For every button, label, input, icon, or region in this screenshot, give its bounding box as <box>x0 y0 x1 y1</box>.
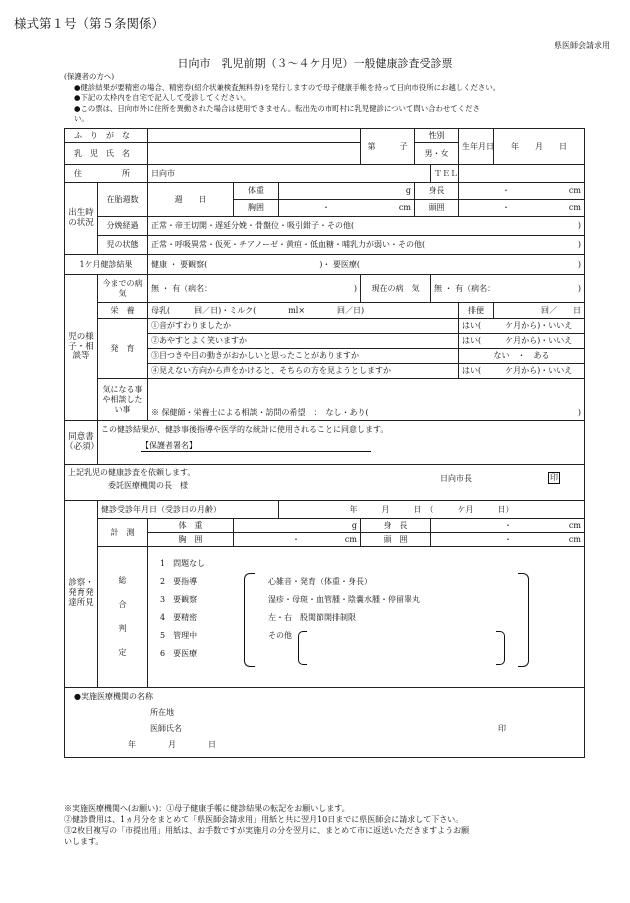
birth-order-field[interactable]: 第 子 <box>361 129 415 165</box>
exam-section-label: 診察・発育発達所見 <box>65 501 98 688</box>
address-field[interactable]: 日向市 <box>148 165 431 183</box>
judgment-option[interactable]: 6 要医療 <box>160 649 198 658</box>
footer-line: ※実施医療機関へ(お願い)：①母子健康手帳に健診結果の転記をお願いします。 <box>64 804 350 813</box>
dob-label: 生年月日 <box>459 129 494 165</box>
current-illness-field[interactable]: 無 ・ 有（病名： ) <box>431 275 585 303</box>
facility-date[interactable]: 年 月 日 <box>128 740 216 749</box>
consultation-request[interactable]: ※ 保健師・栄養士による相談・訪問の希望 ： なし・あり( ) <box>148 407 585 421</box>
other-bracket-left <box>298 631 307 665</box>
findings-bracket-left <box>244 573 255 667</box>
note-item: ●この票は、日向市外に住所を異動された場合は使用できません。転出先の市町村に乳児健診について問い合わせてくださ <box>74 103 480 113</box>
child-section-label: 児の様子・相談等 <box>65 275 98 421</box>
judgment-option[interactable]: 4 要精密 <box>160 613 198 622</box>
month1-options[interactable]: 健康 ・ 要観察( )・ 要医療( ) <box>148 255 585 275</box>
birth-head-field[interactable]: ・ cm <box>459 200 585 217</box>
measure-height-label: 身 長 <box>361 519 431 533</box>
finding-item[interactable]: 左・右 股関節開排制限 <box>268 613 356 622</box>
birth-chest-label: 胸囲 <box>234 200 279 217</box>
dob-field[interactable]: 年 月 日 <box>494 129 585 165</box>
dev-question: ①音がすわりましたか <box>148 319 459 334</box>
birth-chest-field[interactable]: ・ cm <box>279 200 415 217</box>
measure-chest-label: 胸 囲 <box>148 533 234 547</box>
consent-text: この健診結果が、健診事後指導や医学的な統計に使用されることに同意します。 <box>101 425 389 434</box>
dev-answer[interactable]: はい( ケ月から)・いいえ <box>459 334 585 349</box>
birth-weight-label: 体重 <box>234 183 279 200</box>
judgment-label: 総 合 判 定 <box>98 547 148 688</box>
consent-field <box>98 421 585 465</box>
sex-label: 性別 <box>415 129 459 143</box>
doctor-seal: 印 <box>498 724 506 733</box>
notes-heading: (保護者の方へ) <box>64 72 115 81</box>
birth-height-label: 身長 <box>415 183 459 200</box>
finding-item[interactable]: その他 <box>268 631 292 640</box>
finding-item[interactable]: 湿疹・母斑・血管腫・陰嚢水腫・停留睾丸 <box>268 595 420 604</box>
judgment-field <box>148 547 585 688</box>
consent-section-label: 同意書（必須） <box>65 421 98 465</box>
finding-item[interactable]: 心雑音・発育（体重・身長） <box>268 577 372 586</box>
delivery-options[interactable]: 正常・帝王切開・遅延分娩・骨盤位・吸引鉗子・その他( ) <box>148 217 585 236</box>
note-item: ●下記の太枠内を自宅で記入して受診してください。 <box>74 93 251 102</box>
findings-bracket-right <box>518 573 529 667</box>
judgment-option[interactable]: 1 問題なし <box>160 559 206 568</box>
doctor-name: 医師氏名 <box>150 724 182 733</box>
development-label: 発 育 <box>98 319 148 379</box>
nutrition-field[interactable]: 母乳( 回／日)・ミルク( ml× 回／日) <box>148 303 459 319</box>
copy-label: 県医師会請求用 <box>554 41 610 50</box>
measure-head-label: 頭 囲 <box>361 533 431 547</box>
delivery-label: 分娩経過 <box>98 217 148 236</box>
concern-field[interactable] <box>148 379 585 407</box>
exam-form-table <box>64 128 585 758</box>
infant-name-field[interactable] <box>148 143 361 165</box>
furigana-field[interactable] <box>148 129 361 143</box>
dev-answer[interactable]: はい( ケ月から)・いいえ <box>459 364 585 379</box>
form-title: 日向市 乳児前期（３～４ケ月児）一般健康診査受診票 <box>177 57 453 70</box>
past-illness-field[interactable]: 無 ・ 有（病名： ) <box>148 275 361 303</box>
tel-label: ＴＥＬ <box>431 165 459 183</box>
stool-label: 排便 <box>459 303 494 319</box>
nutrition-label: 栄 養 <box>98 303 148 319</box>
past-illness-label: 今までの病 気 <box>98 275 148 303</box>
current-illness-label: 現在の病 気 <box>361 275 431 303</box>
note-item: い。 <box>74 114 89 123</box>
dev-question: ③目つきや目の動きがおかしいと思ったことがありますか <box>148 349 459 364</box>
request-block <box>65 465 585 501</box>
measure-head-field[interactable]: ・ cm <box>431 533 585 547</box>
footer-line: いします。 <box>64 837 104 846</box>
measure-label: 計 測 <box>98 519 148 547</box>
findings-list <box>268 573 420 645</box>
stool-field[interactable]: 回／ 日 <box>494 303 585 319</box>
judgment-options <box>160 555 205 663</box>
address-label: 住 所 <box>65 165 148 183</box>
birth-head-label: 頭囲 <box>415 200 459 217</box>
birth-height-field[interactable]: ・ cm <box>459 183 585 200</box>
dev-question: ④見えない方向から声をかけると、そちらの方を見ようとしますか <box>148 364 459 379</box>
birth-section-label: 出生時の状況 <box>65 183 98 255</box>
gestation-field[interactable]: 週 日 <box>148 183 234 217</box>
institution-head: 委託医療機関の長 様 <box>108 481 188 490</box>
request-text: 上記乳児の健康診査を依頼します。 <box>68 468 196 477</box>
form-number: 様式第１号（第５条関係） <box>14 16 165 31</box>
furigana-label: ふりがな <box>65 129 148 143</box>
tel-field[interactable] <box>459 165 585 183</box>
dev-answer[interactable]: はい( ケ月から)・いいえ <box>459 319 585 334</box>
birth-weight-field[interactable]: g <box>279 183 415 200</box>
footer-line: ③2枚目複写の「市提出用」用紙は、お手数ですが実施月の分を翌月に、まとめて市に返送いただきますようお願 <box>64 826 470 835</box>
month1-label: 1ケ月健診結果 <box>65 255 148 275</box>
note-item: ●健診結果が要精密の場合、精密券(紹介状兼検査無料券)を発行しますので母子健康手帳を持って日向市役所にお越しください。 <box>74 82 501 92</box>
judgment-option[interactable]: 3 要観察 <box>160 595 198 604</box>
dev-question: ②あやすとよく笑いますか <box>148 334 459 349</box>
infant-state-options[interactable]: 正常・呼吸異常・仮死・チアノーゼ・黄疸・低血糖・哺乳力が弱い・その他( ) <box>148 236 585 255</box>
footer-notes <box>64 803 584 847</box>
exam-date-field[interactable]: 年 月 日 （ ケ月 日） <box>279 501 585 519</box>
infant-name-label: 乳児氏名 <box>65 143 148 165</box>
footer-line: ②健診費用は、1ヵ月分をまとめて「県医師会請求用」用紙と共に翌月10日までに県医師会に請求して下さい。 <box>64 815 464 824</box>
exam-date-label: 健診受診年月日（受診日の月齢） <box>98 501 279 519</box>
measure-chest-field[interactable]: ・ cm <box>234 533 361 547</box>
other-bracket-right <box>496 631 505 665</box>
guardian-signature[interactable]: 【保護者署名】 <box>141 441 371 452</box>
measure-height-field[interactable]: ・ cm <box>431 519 585 533</box>
concern-label: 気になる事や相談したい事 <box>98 379 148 421</box>
guardian-notes <box>64 72 584 125</box>
gestation-label: 在胎週数 <box>98 183 148 217</box>
judgment-option[interactable]: 5 管理中 <box>160 631 198 640</box>
infant-state-label: 児の状態 <box>98 236 148 255</box>
mayor-seal: 印 <box>550 473 558 482</box>
measure-weight-field[interactable]: g <box>234 519 361 533</box>
facility-block <box>65 688 585 758</box>
facility-heading: ●実施医療機関の名称 <box>74 692 153 701</box>
measure-weight-label: 体 重 <box>148 519 234 533</box>
dev-answer[interactable]: ない ・ ある <box>459 349 585 364</box>
mayor-label: 日向市長 <box>440 474 472 483</box>
facility-address: 所在地 <box>150 708 174 717</box>
judgment-option[interactable]: 2 要指導 <box>160 577 198 586</box>
sex-options[interactable]: 男・女 <box>415 143 459 165</box>
